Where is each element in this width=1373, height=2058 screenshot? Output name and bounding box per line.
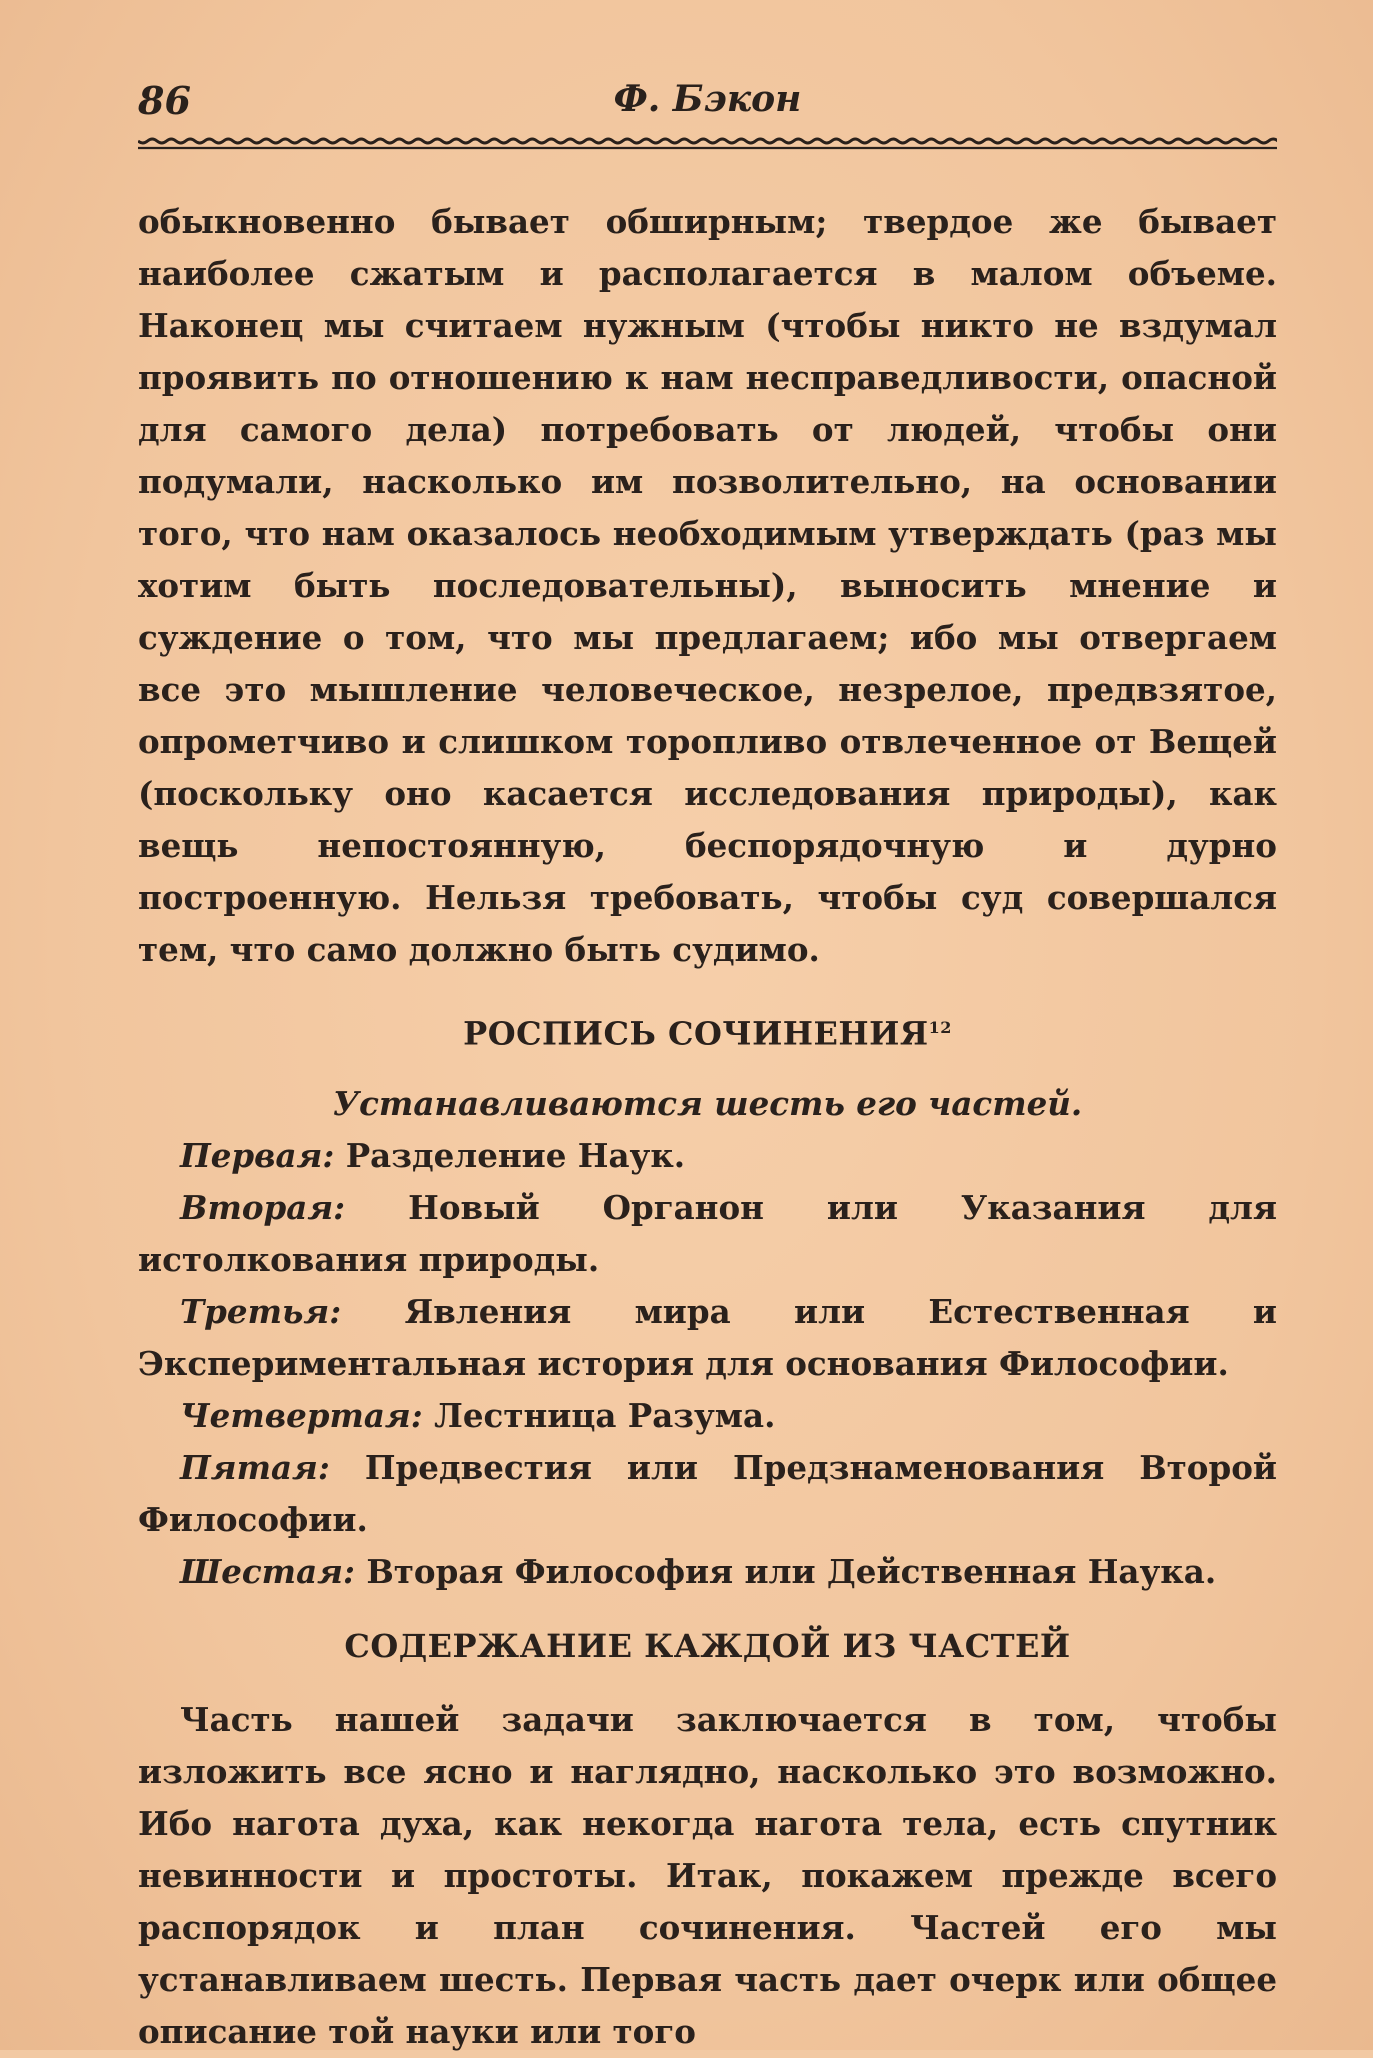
section-heading-outline (138, 1002, 1277, 1060)
part-item (138, 1442, 1277, 1546)
part-text: Новый Органон или Указания для истолкования природы. (138, 1187, 1277, 1279)
part-label: Вторая: (180, 1187, 346, 1227)
page-number: 86 (138, 78, 191, 123)
part-text: Разделение Наук. (345, 1135, 686, 1175)
part-label: Третья: (180, 1291, 342, 1331)
part-label: Первая: (180, 1135, 335, 1175)
ornamental-rule (138, 136, 1277, 150)
running-head: Ф. Бэкон (613, 78, 802, 120)
part-item (138, 1130, 1277, 1182)
part-item (138, 1286, 1277, 1390)
section-heading-outline-text: РОСПИСЬ СОЧИНЕНИЯ (463, 1014, 929, 1053)
part-label: Четвертая: (180, 1395, 423, 1435)
part-item (138, 1546, 1277, 1598)
part-text: Явления мира или Естественная и Экспериментальная история для основания Философии. (138, 1291, 1277, 1383)
page-body (138, 196, 1277, 2058)
intro-paragraph: обыкновенно бывает обширным; твердое же бывает наиболее сжатым и располагается в малом объеме. Наконец мы считаем нужным (чтобы никто не вздумал проявить по отношению к нам несправедливости, опасной для самого дела) потребовать от людей, чтобы они подумали, насколько им позволительно, на основании того, что нам оказалось необходимым утверждать (раз мы хотим быть последовательны), выносить мнение и суждение о том, что мы предлагаем; ибо мы отвергаем все это мышление человеческое, незрелое, предвзятое, опрометчиво и слишком торопливо отвлеченное от Вещей (поскольку оно касается исследования природы), как вещь непостоянную, беспорядочную и дурно построенную. Нельзя требовать, чтобы суд совершался тем, что само должно быть судимо. (138, 202, 1277, 969)
footnote-marker: 12 (928, 1018, 952, 1037)
part-text: Лестница Разума. (434, 1395, 776, 1435)
part-label: Пятая: (180, 1447, 330, 1487)
part-item (138, 1390, 1277, 1442)
part-text: Предвестия или Предзнаменования Второй Философии. (138, 1447, 1277, 1539)
part-item (138, 1182, 1277, 1286)
contents-paragraph: Часть нашей задачи заключается в том, чтобы изложить все ясно и наглядно, насколько это возможно. Ибо нагота духа, как некогда нагота тела, есть спутник невинности и простоты. Итак, покажем прежде всего распорядок и план сочинения. Частей его мы устанавливаем шесть. Первая часть дает очерк или общее описание той науки или того (138, 1699, 1277, 2051)
section-subheading: Устанавливаются шесть его частей. (332, 1083, 1083, 1123)
page-header (138, 78, 1277, 128)
part-text: Вторая Философия или Действенная Наука. (366, 1551, 1217, 1591)
part-label: Шестая: (180, 1551, 355, 1591)
wavy-rule-icon (138, 136, 1277, 150)
section-heading-contents: СОДЕРЖАНИЕ КАЖДОЙ ИЗ ЧАСТЕЙ (344, 1626, 1071, 1665)
